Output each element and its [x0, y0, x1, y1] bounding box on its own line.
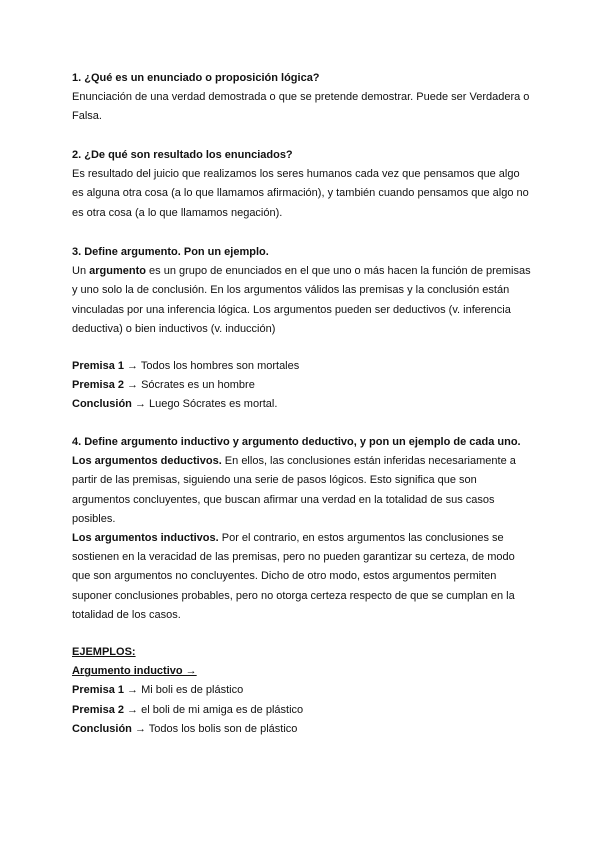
- question-2: [72, 146, 532, 223]
- list-item: Premisa 2 → el boli de mi amiga es de plástico: [72, 703, 304, 716]
- list-item: Conclusión → Todos los bolis son de plástico: [72, 722, 298, 735]
- inductive-definition: Los argumentos inductivos. Por el contrario, en estos argumentos las conclusiones se sostienen en la veracidad de las premisas, pero no pueden garantizar su certeza, de modo que son argumentos no concluyentes. Dicho de otro modo, estos argumentos permiten suponer conclusiones probables, pero no otorga certeza respecto de que se cumplan en la totalidad de los casos.: [72, 532, 515, 621]
- question-3-title: 3. Define argumento. Pon un ejemplo.: [72, 246, 269, 258]
- example-1-list: [72, 357, 532, 415]
- question-3: [72, 243, 532, 339]
- examples-section: [72, 643, 532, 739]
- question-1-title: 1. ¿Qué es un enunciado o proposición lógica?: [72, 72, 320, 84]
- question-4-title: 4. Define argumento inductivo y argumento deductivo, y pon un ejemplo de cada uno.: [72, 436, 521, 448]
- question-2-answer: Es resultado del juicio que realizamos los seres humanos cada vez que pensamos que algo es alguna otra cosa (a lo que llamamos afirmación), y también cuando pensamos que algo no es otra cosa (a lo que llamamos negación).: [72, 168, 529, 219]
- list-item: Premisa 2 → Sócrates es un hombre: [72, 379, 255, 392]
- examples-heading: EJEMPLOS:: [72, 646, 136, 658]
- question-2-title: 2. ¿De qué son resultado los enunciados?: [72, 149, 293, 161]
- inductive-example-heading: Argumento inductivo →: [72, 665, 197, 678]
- deductive-definition: Los argumentos deductivos. En ellos, las conclusiones están inferidas necesariamente a partir de las premisas, siguiendo una serie de pasos lógicos. Esto significa que son argumentos concluyentes, que buscan afirmar una verdad en la totalidad de sus casos posibles.: [72, 455, 516, 525]
- list-item: Premisa 1 → Todos los hombres son mortales: [72, 360, 300, 372]
- list-item: Conclusión → Luego Sócrates es mortal.: [72, 398, 278, 411]
- question-1-answer: Enunciación de una verdad demostrada o que se pretende demostrar. Puede ser Verdadera o Falsa.: [72, 91, 530, 123]
- question-3-answer: Un argumento es un grupo de enunciados en el que uno o más hacen la función de premisas y uno solo la de conclusión. En los argumentos válidos las premisas y la conclusión están vinculadas por una inferencia lógica. Los argumentos pueden ser deductivos (v. inferencia deductiva) o bien inductivos (v. inducción): [72, 265, 531, 335]
- question-4: [72, 433, 532, 625]
- term-argumento: argumento: [89, 265, 146, 278]
- list-item: Premisa 1 → Mi boli es de plástico: [72, 684, 244, 697]
- question-1: [72, 69, 532, 127]
